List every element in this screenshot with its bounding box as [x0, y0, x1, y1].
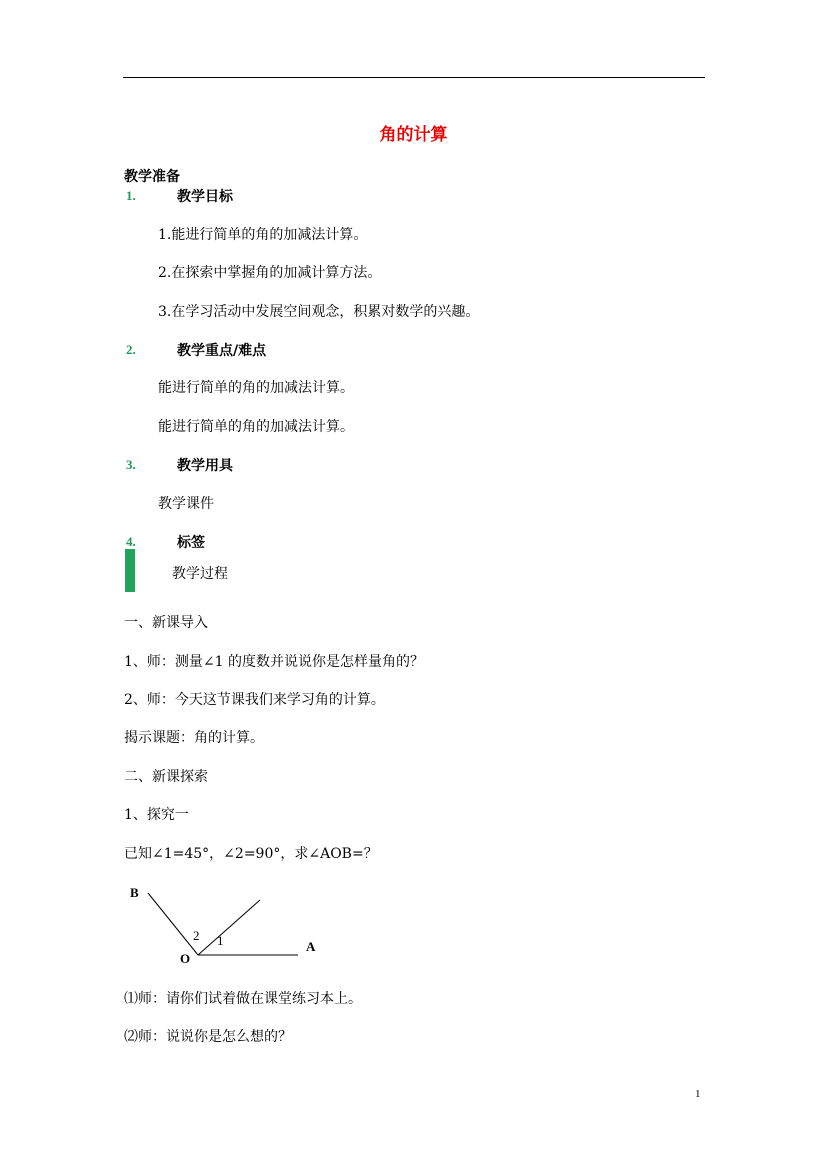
header-rule — [123, 77, 705, 78]
body-line-6: 1、探究一 — [124, 807, 189, 823]
section-2-number: 2. — [126, 342, 136, 357]
ray-oc — [198, 900, 260, 955]
document-title: 角的计算 — [379, 125, 448, 145]
tag-bar — [125, 549, 135, 592]
section-1-title: 教学目标 — [177, 189, 233, 205]
label-angle-2: 2 — [193, 928, 200, 943]
body-line-2: 1、师：测量∠1 的度数并说说你是怎样量角的？ — [124, 654, 424, 670]
section-3-title: 教学用具 — [177, 458, 233, 474]
label-angle-1: 1 — [217, 933, 224, 948]
after-figure-line-1: ⑴师：请你们试着做在课堂练习本上。 — [124, 991, 362, 1007]
goal-3: 3.在学习活动中发展空间观念，积累对数学的兴趣。 — [158, 304, 480, 320]
goal-2: 2.在探索中掌握角的加减计算方法。 — [158, 265, 382, 281]
section-1-number: 1. — [126, 188, 136, 203]
goal-1: 1.能进行简单的角的加减法计算。 — [158, 227, 368, 243]
page-number: 1 — [695, 1088, 701, 1100]
label-b: B — [130, 885, 139, 900]
ray-ob — [148, 893, 198, 955]
angle-figure — [120, 875, 330, 970]
body-line-3: 2、师：今天这节课我们来学习角的计算。 — [124, 692, 385, 708]
section-2-title: 教学重点/难点 — [177, 343, 267, 359]
body-line-7: 已知∠1=45°，∠2=90°，求∠AOB=？ — [124, 846, 378, 862]
label-a: A — [306, 939, 316, 954]
tools-text: 教学课件 — [158, 496, 214, 512]
after-figure-line-2: ⑵师：说说你是怎么想的？ — [124, 1029, 292, 1045]
body-line-5: 二、新课探索 — [124, 769, 208, 785]
process-label: 教学过程 — [172, 566, 228, 582]
section-4-title: 标签 — [177, 535, 205, 551]
body-line-4: 揭示课题：角的计算。 — [124, 730, 264, 746]
section-3-number: 3. — [126, 457, 136, 472]
section-4-number: 4. — [126, 534, 136, 549]
body-line-1: 一、新课导入 — [124, 615, 208, 631]
prep-heading: 教学准备 — [124, 169, 180, 185]
key-point-2: 能进行简单的角的加减法计算。 — [158, 419, 354, 435]
label-o: O — [180, 951, 191, 966]
key-point-1: 能进行简单的角的加减法计算。 — [158, 380, 354, 396]
